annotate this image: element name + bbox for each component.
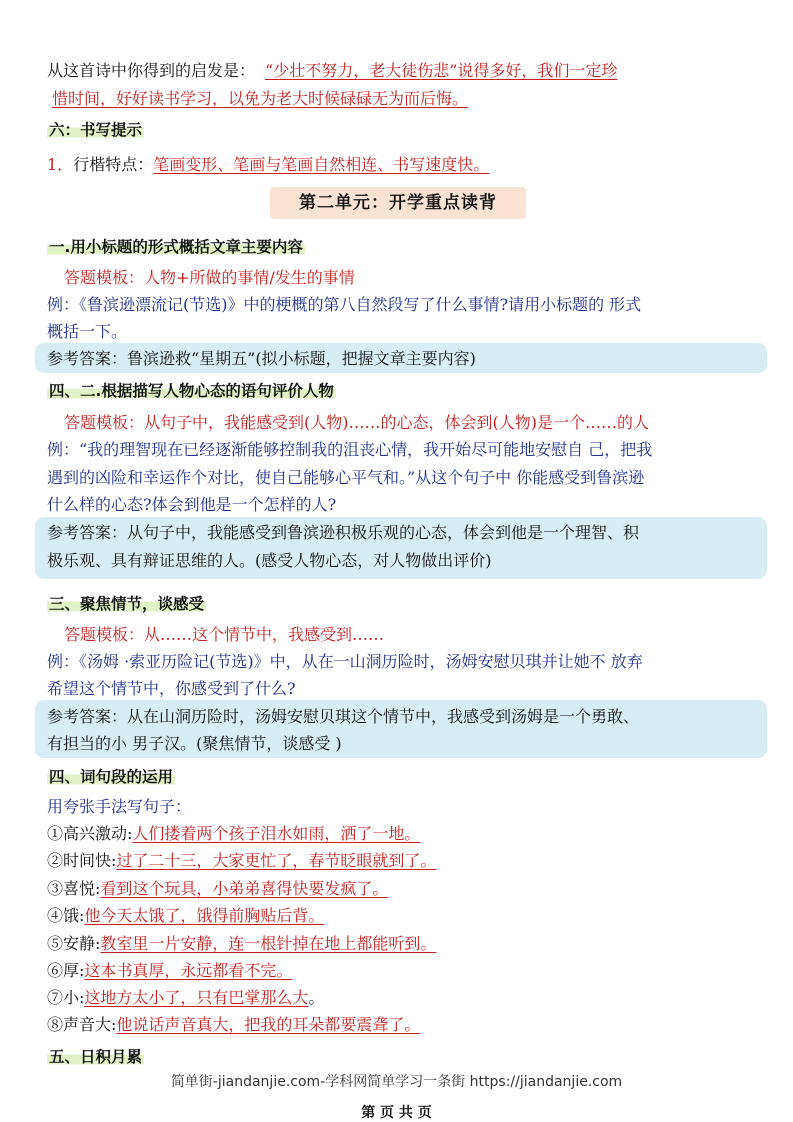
- section4-item-label: ⑦小:: [47, 988, 85, 1007]
- section4-item-label: ⑥厚:: [47, 961, 85, 980]
- section1-template: 答题模板：人物+所做的事情/发生的事情: [64, 268, 355, 287]
- section4-item-label: ⑤安静:: [47, 934, 101, 953]
- writing-item-answer: 笔画变形、笔画与笔画自然相连、书写速度快。: [153, 155, 490, 174]
- section5-heading: [47, 1045, 757, 1069]
- section4-item-answer: 这本书真厚，永远都看不完。: [84, 961, 293, 980]
- section2-heading-text: 四、二.根据描写人物心态的语句评价人物: [49, 382, 334, 400]
- section2-example-3: 什么样的心态?体会到他是一个怎样的人?: [47, 495, 337, 514]
- page-number: 第 页 共 页: [361, 1105, 432, 1121]
- section3-example-1: 例：《汤姆 ·索亚历险记(节选)》中，从在一山洞历险时，汤姆安慰贝琪并让她不 放弃: [47, 652, 643, 671]
- writing-heading-text: 六：书写提示: [49, 121, 143, 139]
- writing-heading: [47, 118, 757, 142]
- poem-answer-2: 惜时间，好好读书学习，以免为老大时候碌碌无为而后悔。: [52, 89, 469, 108]
- section2-example-1: 例：“我的理智现在已经逐渐能够控制我的沮丧心情，我开始尽可能地安慰自 己，把我: [47, 440, 653, 459]
- section4-item-answer: 过了二十三，大家更忙了，春节眨眼就到了。: [116, 851, 437, 870]
- poem-answer-1: “少壮不努力，老大徒伤悲”说得多好，我们一定珍: [265, 61, 618, 80]
- poem-prompt: 从这首诗中你得到的启发是：: [47, 61, 256, 80]
- poem-line-2: [52, 87, 762, 111]
- section4-heading-text: 四、词句段的运用: [49, 768, 174, 786]
- section1-heading-text: 一.用小标题的形式概括文章主要内容: [49, 238, 303, 256]
- poem-line-1: [47, 59, 757, 83]
- unit-title: 第二单元：开学重点读背: [270, 187, 526, 219]
- section4-item-label: ⑧声音大:: [47, 1015, 117, 1034]
- section2-heading: [47, 379, 757, 403]
- section4-item-tail: 。: [308, 988, 325, 1007]
- writing-item-number: 1．: [47, 155, 74, 174]
- section2-template: 答题模板：从句子中，我能感受到(人物)……的心态，体会到(人物)是一个……的人: [64, 413, 649, 432]
- section4-item-6: [47, 959, 757, 983]
- section4-item-answer: 他今天太饿了，饿得前胸贴后背。: [84, 906, 325, 925]
- section4-item-label: ④饿:: [47, 906, 85, 925]
- section1-example-2: 概括一下。: [47, 322, 128, 341]
- section3-heading: [47, 592, 757, 616]
- section4-item-7: [47, 986, 757, 1010]
- section1-answer: 参考答案：鲁滨逊救“星期五”(拟小标题，把握文章主要内容): [47, 349, 476, 368]
- writing-item: [47, 153, 757, 177]
- section4-item-5: [47, 932, 757, 956]
- section4-item-2: [47, 849, 757, 873]
- section1-heading: [47, 235, 757, 259]
- section3-answer-1: 参考答案：从在山洞历险时，汤姆安慰贝琪这个情节中，我感受到汤姆是一个勇敢、: [47, 707, 640, 726]
- writing-item-label: 行楷特点：: [73, 155, 154, 174]
- section4-item-answer: 看到这个玩具，小弟弟喜得快要发疯了。: [100, 879, 389, 898]
- section5-heading-text: 五、日积月累: [49, 1048, 143, 1066]
- section4-item-label: ①高兴激动:: [47, 824, 133, 843]
- section1-example-1: 例：《鲁滨逊漂流记(节选)》中的梗概的第八自然段写了什么事情?请用小标题的 形式: [47, 295, 642, 314]
- section2-answer-1: 参考答案：从句子中，我能感受到鲁滨逊积极乐观的心态，体会到他是一个理智、积: [47, 523, 640, 542]
- section4-item-answer: 教室里一片安静，连一根针掉在地上都能听到。: [100, 934, 437, 953]
- section4-item-1: [47, 822, 757, 846]
- section4-item-3: [47, 877, 757, 901]
- footer-site: 简单街-jiandanjie.com-学科网简单学习一条街 https://jiandanjie.com: [170, 1074, 623, 1090]
- section4-item-answer: 人们搂着两个孩子泪水如雨，洒了一地。: [132, 824, 421, 843]
- section2-answer-2: 极乐观、具有辩证思维的人。(感受人物心态，对人物做出评价): [47, 551, 492, 570]
- section4-heading: [47, 765, 757, 789]
- section2-example-2: 遇到的凶险和幸运作个对比，使自己能够心平气和。”从这个句子中 你能感受到鲁滨逊: [47, 468, 645, 487]
- section3-heading-text: 三、聚焦情节，谈感受: [49, 595, 205, 613]
- section4-item-answer: 这地方太小了，只有巴掌那么大: [84, 988, 309, 1007]
- section3-example-2: 希望这个情节中，你感受到了什么?: [47, 679, 296, 698]
- section4-intro: 用夸张手法写句子：: [47, 797, 192, 816]
- section4-item-label: ②时间快:: [47, 851, 117, 870]
- section4-item-4: [47, 904, 757, 928]
- section4-item-answer: 他说话声音真大，把我的耳朵都要震聋了。: [116, 1015, 421, 1034]
- section4-item-8: [47, 1013, 757, 1037]
- section3-answer-2: 有担当的小 男子汉。(聚焦情节，谈感受 ): [47, 734, 342, 753]
- section4-item-label: ③喜悦:: [47, 879, 101, 898]
- section3-template: 答题模板：从……这个情节中，我感受到……: [64, 625, 385, 644]
